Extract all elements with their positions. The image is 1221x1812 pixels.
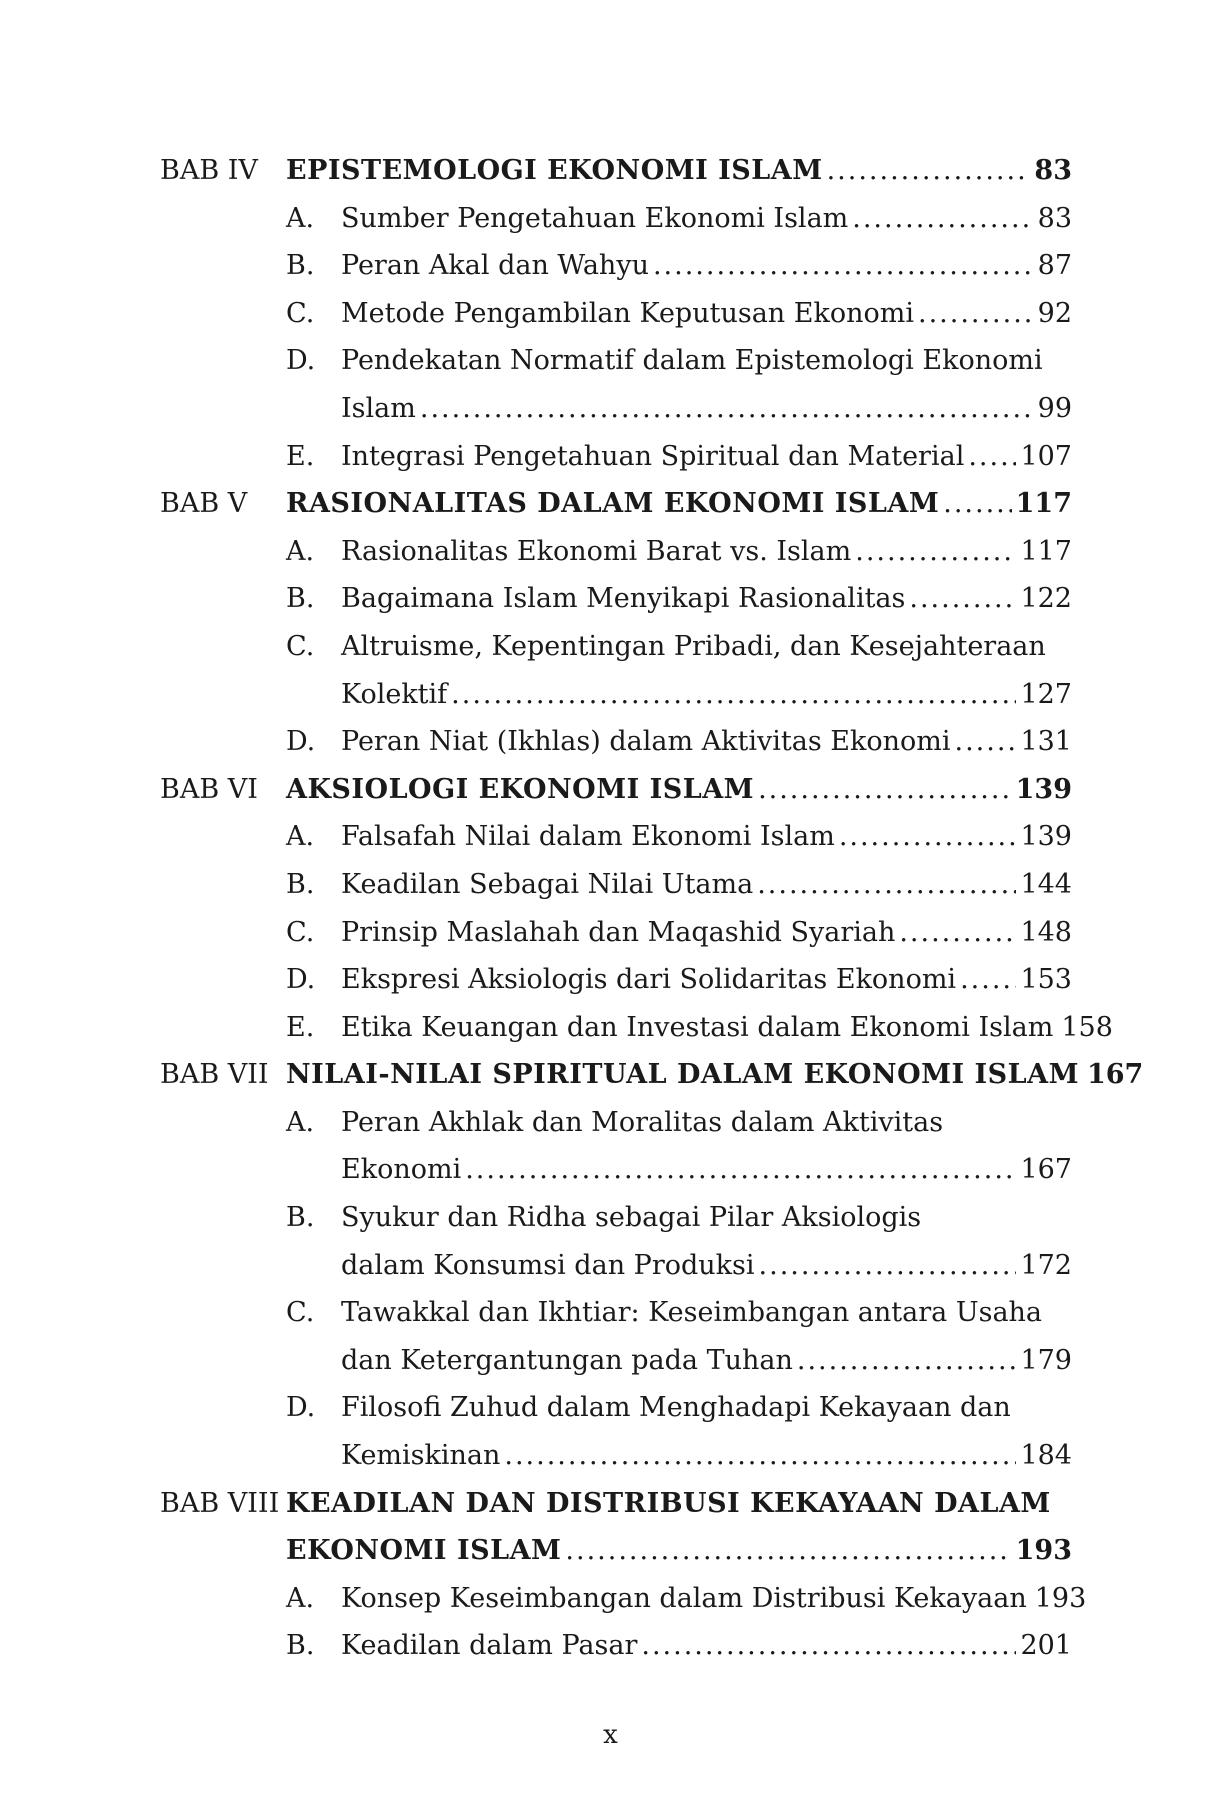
- page-ref: 83: [1037, 202, 1072, 234]
- dot-leader: [641, 1630, 1016, 1661]
- chapter-title: EKONOMI ISLAM: [286, 1535, 562, 1567]
- page-ref: 193: [1015, 1535, 1072, 1567]
- page-ref: 139: [1015, 773, 1072, 805]
- entry-letter: B.: [286, 868, 315, 900]
- page-ref: 139: [1020, 821, 1072, 853]
- entry-title: Kolektif: [341, 678, 448, 710]
- chapter-label: BAB V: [160, 488, 248, 520]
- entry-letter: D.: [286, 964, 316, 996]
- page-ref: 148: [1020, 916, 1072, 948]
- toc-entry-row[interactable]: [286, 1582, 1087, 1631]
- entry-letter: C.: [286, 1297, 315, 1329]
- entry-title: dan Ketergantungan pada Tuhan: [341, 1344, 793, 1376]
- toc-entry-row[interactable]: [286, 631, 1072, 679]
- dot-leader: [797, 1345, 1017, 1376]
- toc-entry-row[interactable]: [286, 345, 1072, 393]
- entry-letter: A.: [286, 202, 315, 234]
- toc-chapter-row[interactable]: [160, 774, 1072, 822]
- entry-title: Tawakkal dan Ikhtiar: Keseimbangan antara Usaha: [341, 1297, 1043, 1329]
- entry-title: Ekspresi Aksiologis dari Solidaritas Ekonomi: [341, 964, 957, 996]
- toc-entry-row[interactable]: [286, 536, 1072, 584]
- entry-title: Altruisme, Kepentingan Pribadi, dan Kesejahteraan: [341, 630, 1046, 662]
- toc-entry-row[interactable]: [286, 1630, 1072, 1678]
- chapter-title: AKSIOLOGI EKONOMI ISLAM: [286, 773, 755, 805]
- entry-title: Islam: [341, 392, 416, 424]
- dot-leader: [855, 536, 1016, 567]
- page-ref: 184: [1020, 1440, 1072, 1472]
- page-ref: 153: [1020, 964, 1072, 996]
- dot-leader: [839, 821, 1017, 852]
- dot-leader: [943, 488, 1011, 519]
- entry-title: Peran Akal dan Wahyu: [341, 250, 649, 282]
- toc-chapter-row[interactable]: [160, 488, 1072, 536]
- dot-leader: [757, 869, 1016, 900]
- entry-letter: D.: [286, 726, 316, 758]
- toc-chapter-row[interactable]: [160, 155, 1072, 203]
- table-of-contents: [160, 155, 1144, 1678]
- page-ref: 117: [1020, 535, 1072, 567]
- entry-title: Keadilan Sebagai Nilai Utama: [341, 868, 754, 900]
- dot-leader: [504, 1440, 1016, 1471]
- dot-leader: [918, 298, 1034, 329]
- entry-title: Integrasi Pengetahuan Spiritual dan Material: [341, 440, 965, 472]
- dot-leader: [899, 917, 1016, 948]
- chapter-label: BAB VIII: [160, 1487, 280, 1519]
- toc-entry-row[interactable]: [341, 1154, 1072, 1202]
- toc-entry-row[interactable]: [286, 1297, 1072, 1345]
- page-ref: 179: [1020, 1344, 1072, 1376]
- toc-chapter-row[interactable]: [160, 1488, 1072, 1536]
- entry-title: Bagaimana Islam Menyikapi Rasionalitas: [341, 583, 906, 615]
- dot-leader: [960, 964, 1016, 995]
- dot-leader: [758, 774, 1012, 805]
- page-ref: 201: [1020, 1630, 1072, 1662]
- entry-title: Sumber Pengetahuan Ekonomi Islam: [341, 202, 849, 234]
- chapter-label: BAB IV: [160, 155, 258, 186]
- entry-letter: B.: [286, 250, 315, 282]
- page-ref: 83: [1034, 155, 1072, 186]
- entry-letter: B.: [286, 1630, 315, 1662]
- page-ref: 193: [1034, 1582, 1087, 1614]
- page-ref: 131: [1020, 726, 1072, 758]
- dot-leader: [420, 393, 1034, 424]
- chapter-title: NILAI-NILAI SPIRITUAL DALAM EKONOMI ISLAM: [286, 1059, 1079, 1091]
- toc-entry-row[interactable]: [341, 393, 1072, 441]
- page-ref: 107: [1020, 440, 1072, 472]
- page-ref: 117: [1015, 488, 1072, 520]
- entry-letter: A.: [286, 821, 315, 853]
- entry-title: dalam Konsumsi dan Produksi: [341, 1249, 755, 1281]
- page-ref: 92: [1037, 297, 1072, 329]
- entry-title: Keadilan dalam Pasar: [341, 1630, 638, 1662]
- toc-entry-row[interactable]: [286, 203, 1072, 251]
- page-ref: 87: [1037, 250, 1072, 282]
- entry-letter: C.: [286, 297, 315, 329]
- page-ref: 158: [1061, 1011, 1113, 1043]
- entry-letter: A.: [286, 535, 315, 567]
- entry-title: Pendekatan Normatif dalam Epistemologi Ekonomi: [341, 345, 1043, 377]
- entry-letter: C.: [286, 916, 315, 948]
- toc-entry-row[interactable]: [341, 1440, 1072, 1488]
- toc-entry-row[interactable]: [341, 1345, 1072, 1393]
- toc-chapter-row[interactable]: [160, 1059, 1144, 1107]
- toc-entry-row[interactable]: [286, 869, 1072, 917]
- page-ref: 99: [1037, 392, 1072, 424]
- dot-leader: [565, 1535, 1011, 1566]
- toc-entry-row[interactable]: [286, 1202, 1072, 1250]
- chapter-label: BAB VII: [160, 1059, 269, 1091]
- entry-title: Falsafah Nilai dalam Ekonomi Islam: [341, 821, 835, 853]
- dot-leader: [451, 679, 1016, 710]
- page-number: x: [603, 1720, 618, 1750]
- entry-title: Rasionalitas Ekonomi Barat vs. Islam: [341, 535, 852, 567]
- toc-entry-row[interactable]: [286, 964, 1072, 1012]
- entry-title: Konsep Keseimbangan dalam Distribusi Kekayaan: [341, 1582, 1027, 1614]
- entry-letter: D.: [286, 1392, 316, 1424]
- entry-letter: E.: [286, 1011, 315, 1043]
- dot-leader: [653, 250, 1034, 281]
- entry-letter: A.: [286, 1106, 315, 1138]
- entry-letter: A.: [286, 1582, 315, 1614]
- entry-title: Peran Akhlak dan Moralitas dalam Aktivitas: [341, 1106, 944, 1138]
- dot-leader: [759, 1250, 1017, 1281]
- toc-entry-row[interactable]: [286, 821, 1072, 869]
- entry-title: Ekonomi: [341, 1154, 462, 1186]
- toc-entry-row[interactable]: [286, 917, 1072, 965]
- entry-title: Filosofi Zuhud dalam Menghadapi Kekayaan dan: [341, 1392, 1011, 1424]
- toc-entry-row[interactable]: [286, 298, 1072, 346]
- chapter-title: RASIONALITAS DALAM EKONOMI ISLAM: [286, 488, 940, 520]
- toc-entry-row[interactable]: [286, 1392, 1072, 1440]
- page-ref: 127: [1020, 678, 1072, 710]
- dot-leader: [827, 155, 1031, 186]
- chapter-title: EPISTEMOLOGI EKONOMI ISLAM: [286, 155, 823, 186]
- entry-letter: E.: [286, 440, 315, 472]
- chapter-label: BAB VI: [160, 773, 258, 805]
- entry-letter: B.: [286, 1202, 315, 1234]
- dot-leader: [909, 583, 1016, 614]
- entry-letter: C.: [286, 630, 315, 662]
- entry-title: Etika Keuangan dan Investasi dalam Ekonomi Islam: [341, 1011, 1054, 1043]
- page-ref: 172: [1020, 1249, 1072, 1281]
- toc-entry-row[interactable]: [286, 583, 1072, 631]
- toc-entry-row[interactable]: [341, 1250, 1072, 1298]
- toc-entry-row[interactable]: [341, 679, 1072, 727]
- entry-title: Metode Pengambilan Keputusan Ekonomi: [341, 297, 914, 329]
- toc-chapter-row[interactable]: [160, 1535, 1072, 1583]
- toc-entry-row[interactable]: [286, 250, 1072, 298]
- chapter-title: KEADILAN DAN DISTRIBUSI KEKAYAAN DALAM: [286, 1487, 1051, 1519]
- toc-entry-row[interactable]: [286, 1011, 1113, 1060]
- dot-leader: [954, 726, 1016, 757]
- toc-entry-row[interactable]: [286, 726, 1072, 774]
- page-ref: 167: [1020, 1154, 1072, 1186]
- dot-leader: [852, 203, 1033, 234]
- page-ref: 144: [1020, 868, 1072, 900]
- entry-title: Peran Niat (Ikhlas) dalam Aktivitas Ekonomi: [341, 726, 951, 758]
- page-ref: 167: [1086, 1059, 1144, 1091]
- entry-title: Syukur dan Ridha sebagai Pilar Aksiologis: [341, 1202, 922, 1234]
- entry-letter: B.: [286, 583, 315, 615]
- entry-title: Kemiskinan: [341, 1440, 501, 1472]
- toc-entry-row[interactable]: [286, 1107, 1072, 1155]
- toc-entry-row[interactable]: [286, 441, 1072, 489]
- dot-leader: [465, 1154, 1016, 1185]
- entry-title: Prinsip Maslahah dan Maqashid Syariah: [341, 916, 896, 948]
- entry-letter: D.: [286, 345, 316, 377]
- page-ref: 122: [1020, 583, 1072, 615]
- dot-leader: [968, 441, 1016, 472]
